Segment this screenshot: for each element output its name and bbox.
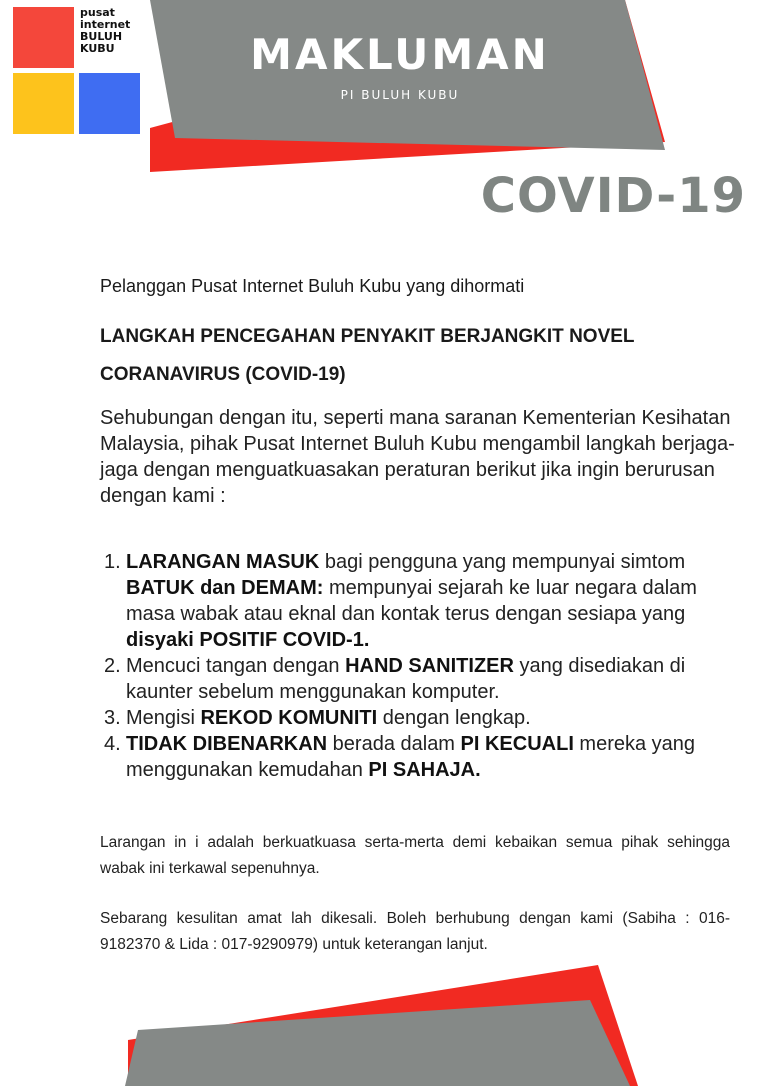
rule-item — [100, 549, 732, 653]
rule-text-bold: disyaki POSITIF COVID-1. — [126, 629, 370, 651]
logo-line: BULUH — [80, 30, 123, 43]
logo-line: internet — [80, 18, 131, 31]
rule-text: dengan lengkap. — [377, 707, 531, 729]
rule-number: 3. — [104, 707, 121, 729]
rule-text-bold: REKOD KOMUNITI — [200, 707, 378, 729]
logo-text — [80, 7, 130, 55]
covid-title: COVID-19 — [480, 168, 746, 224]
notice-heading: LANGKAH PENCEGAHAN PENYAKIT BERJANGKIT NOVEL CORANAVIRUS (COVID-19) — [100, 326, 635, 385]
logo-line: KUBU — [80, 42, 115, 55]
rule-text: Mengisi — [126, 707, 201, 729]
rule-text: Mencuci tangan dengan — [126, 655, 346, 677]
greeting: Pelanggan Pusat Internet Buluh Kubu yang dihormati — [100, 276, 525, 296]
contact-paragraph: Sebarang kesulitan amat lah dikesali. Boleh berhubung dengan kami (Sabiha : 016-9182370 & Lida : 017-9290979) untuk keterangan lanjut. — [100, 910, 730, 953]
logo-yellow-square — [13, 73, 74, 134]
logo-line: pusat — [80, 6, 115, 19]
rules-list — [100, 549, 732, 783]
rule-text-bold: LARANGAN MASUK — [126, 551, 320, 573]
rule-number: 4. — [104, 733, 121, 755]
rule-number: 1. — [104, 551, 121, 573]
intro-paragraph: Sehubungan dengan itu, seperti mana saranan Kementerian Kesihatan Malaysia, pihak Pusat Internet Buluh Kubu mengambil langkah berjaga-jaga dengan menguatkuasakan peraturan berikut jika ingin berurusan dengan kami : — [100, 407, 735, 507]
rule-text-bold: TIDAK DIBENARKAN — [126, 733, 328, 755]
rule-text-bold: PI KECUALI — [460, 733, 574, 755]
logo-red-square — [13, 7, 74, 68]
footer-red-stripe — [128, 965, 638, 1086]
rule-text-bold: PI SAHAJA. — [368, 759, 481, 781]
rule-text-bold: HAND SANITIZER — [345, 655, 514, 677]
rule-text: mereka yang menggunakan kemudahan — [126, 733, 696, 781]
notice-paragraph: Larangan in i adalah berkuatkuasa serta-merta demi kebaikan semua pihak sehingga wabak ini terkawal sepenuhnya. — [100, 834, 730, 877]
rule-text-bold: BATUK dan DEMAM: — [126, 577, 324, 599]
rule-item — [100, 731, 732, 783]
rule-text: yang disediakan di kaunter sebelum menggunakan komputer. — [126, 655, 686, 703]
logo-blue-square — [79, 73, 140, 134]
header-subtitle: PI BULUH KUBU — [340, 88, 460, 102]
rule-number: 2. — [104, 655, 121, 677]
footer-gray-banner — [125, 1000, 630, 1086]
rule-item — [100, 653, 732, 705]
rule-text: mempunyai sejarah ke luar negara dalam masa wabak atau eknal dan kontak terus dengan sesiapa yang — [126, 577, 697, 625]
header-title: MAKLUMAN — [250, 30, 550, 79]
rule-text: berada dalam — [327, 733, 461, 755]
rule-item — [100, 705, 732, 731]
rule-text: bagi pengguna yang mempunyai simtom — [319, 551, 686, 573]
